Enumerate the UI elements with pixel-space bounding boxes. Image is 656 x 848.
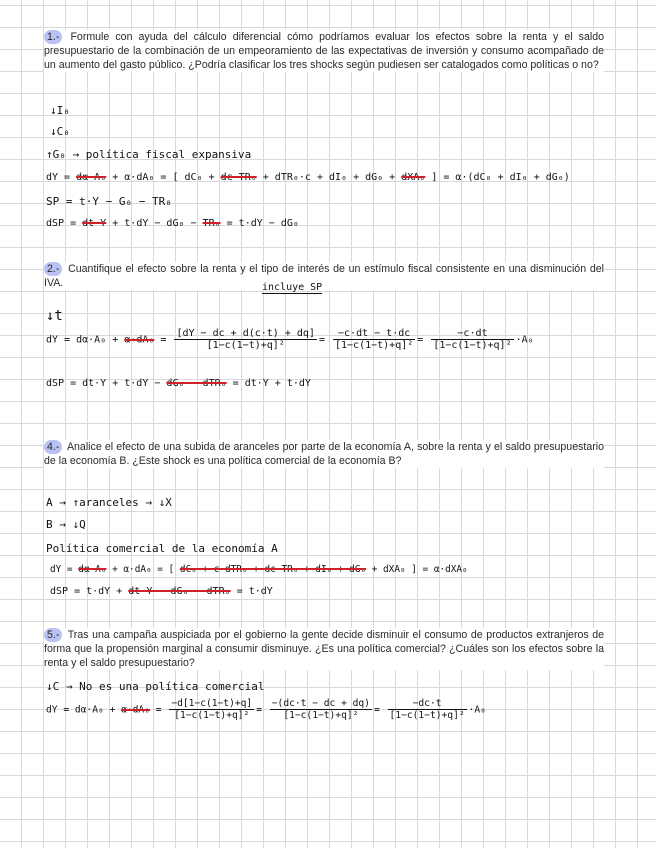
- note-line: ↓C₀: [50, 125, 70, 138]
- fraction: $\frac{-c\cdot dt - t\cdot dc}{\text{[1−c(1−t)+q]²}}$: [335, 328, 414, 351]
- question-text: Tras una campaña auspiciada por el gobierno la gente decide disminuir el consumo de productos extranjeros de forma que la propensión marginal a consumir disminuye. ¿Es una política comercial? ¿Cuáles son los efectos sobre la renta y el saldo presupuestario?: [44, 629, 604, 669]
- note-equation: dSP = dt·Y + t·dY − dG₀ − TR₀ = t·dY − dG₀: [46, 218, 299, 229]
- note-line: A → ↑aranceles → ↓X: [46, 496, 172, 509]
- fraction: $\frac{-c\cdot dt}{\text{[1−c(1−t)+q]²}}$: [433, 328, 512, 351]
- question-5: [44, 628, 604, 670]
- note-line: ↓I₀: [50, 104, 70, 117]
- note-line: ↓t: [46, 308, 63, 324]
- question-text: Analice el efecto de una subida de aranceles por parte de la economía A, sobre la renta y el saldo presupuestario de la economía B. ¿Este shock es una política comercial de la economía B?: [44, 441, 604, 467]
- fraction: $\frac{-dc\cdot t}{\text{[1−c(1−t)+q]²}}$: [389, 698, 465, 721]
- note-line: Política comercial de la economía A: [46, 542, 278, 555]
- fraction: $\frac{[dY - dc + d(c\cdot t) + dq]}{\text{[1−c(1−t)+q]²}}$: [176, 328, 315, 351]
- note-line: ↑G₀ → política fiscal expansiva: [46, 148, 252, 161]
- note-line: SP = t·Y − G₀ − TR₀: [46, 195, 172, 208]
- question-text: Formule con ayuda del cálculo diferencial cómo podríamos evaluar los efectos sobre la renta y el saldo presupuestario de la combinación de un empeoramiento de las expectativas de inversión y consumo acompañado de un aumento del gasto público. ¿Podría clasificar los tres shocks según pudiesen ser catalogados como políticas o no?: [44, 31, 604, 71]
- question-number: 5.-: [44, 628, 62, 642]
- note-line: B → ↓Q: [46, 518, 86, 531]
- question-4: [44, 440, 604, 468]
- question-1: [44, 30, 604, 72]
- note-equation: dY = dα·A₀ + α·dA₀ = $\frac{-d[1-c(1-t)+q]}{\text{[1−c(1−t)+q]²}}$ = $\frac{-(dc\cdot t - dc + dq)}{\text{[1−c(1−t)+q]²}}$ = $\frac{-dc\cdot t}{\text{[1−c(1−t)+q]²}}$ ·A₀: [46, 698, 486, 721]
- question-number: 2.-: [44, 262, 62, 276]
- question-number: 1.-: [44, 30, 62, 44]
- note-equation: dSP = dt·Y + t·dY − dG₀ − dTR₀ = dt·Y + t·dY: [46, 378, 311, 389]
- note-equation: dSP = t·dY + dt·Y − dG₀ − dTR₀ = t·dY: [50, 586, 273, 597]
- note-line: ↓C → No es una política comercial: [46, 680, 265, 693]
- note-equation: dY = dα·A₀ + α·dA₀ = $\frac{[dY - dc + d(c\cdot t) + dq]}{\text{[1−c(1−t)+q]²}}$ = $\frac{-c\cdot dt - t\cdot dc}{\text{[1−c(1−t)+q]²}}$ = $\frac{-c\cdot dt}{\text{[1−c(1−t)+q]²}}$ ·A₀: [46, 328, 534, 351]
- note-equation: dY = dα·A₀ + α·dA₀ = [ dC₀ + c·dTR₀ + dc·TR₀ + dI₀ + dG₀ + dXA₀ ] = α·dXA₀: [50, 564, 468, 575]
- note-annotation: incluye SP: [262, 282, 323, 293]
- fraction: $\frac{-(dc\cdot t - dc + dq)}{\text{[1−c(1−t)+q]²}}$: [271, 698, 370, 721]
- question-2: [44, 262, 604, 290]
- question-number: 4.-: [44, 440, 62, 454]
- question-text: Cuantifique el efecto sobre la renta y el tipo de interés de un estímulo fiscal consistente en una disminución del IVA.: [44, 263, 604, 289]
- note-equation: dY = dα·A₀ + α·dA₀ = [ dC₀ + dc·TR₀ + dTR₀·c + dI₀ + dG₀ + dXA₀ ] = α·(dC₀ + dI₀ + dG₀): [46, 172, 570, 183]
- fraction: $\frac{-d[1-c(1-t)+q]}{\text{[1−c(1−t)+q]²}}$: [171, 698, 253, 721]
